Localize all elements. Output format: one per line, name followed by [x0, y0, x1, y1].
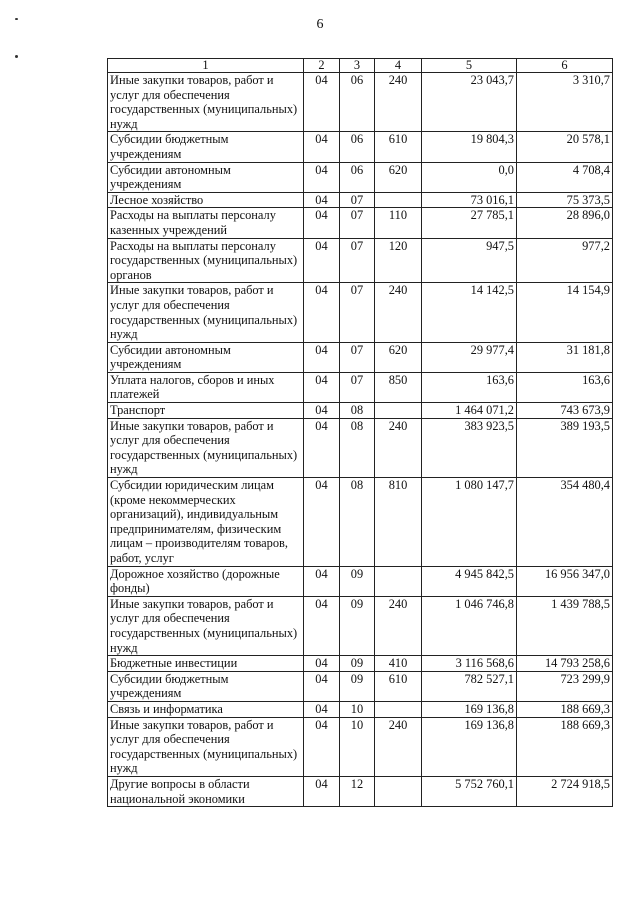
table-row — [108, 776, 613, 806]
section-code-cell: 04 — [304, 342, 340, 372]
amount-col5-cell: 19 804,3 — [422, 132, 517, 162]
amount-col6-cell: 977,2 — [517, 238, 613, 283]
column-header: 3 — [340, 59, 375, 73]
amount-col5-cell: 5 752 760,1 — [422, 776, 517, 806]
amount-col6-cell: 389 193,5 — [517, 418, 613, 477]
row-name-cell: Иные закупки товаров, работ и услуг для обеспечения государственных (муниципальных) нужд — [108, 717, 304, 776]
expense-type-cell: 240 — [375, 283, 422, 342]
amount-col6-cell: 16 956 347,0 — [517, 566, 613, 596]
subsection-code-cell: 07 — [340, 283, 375, 342]
expense-type-cell: 240 — [375, 596, 422, 655]
expense-type-cell: 810 — [375, 478, 422, 567]
amount-col5-cell: 73 016,1 — [422, 192, 517, 208]
row-name-cell: Транспорт — [108, 403, 304, 419]
section-code-cell: 04 — [304, 73, 340, 132]
row-name-cell: Дорожное хозяйство (дорожные фонды) — [108, 566, 304, 596]
subsection-code-cell: 06 — [340, 162, 375, 192]
section-code-cell: 04 — [304, 192, 340, 208]
table-row — [108, 403, 613, 419]
section-code-cell: 04 — [304, 701, 340, 717]
subsection-code-cell: 09 — [340, 671, 375, 701]
section-code-cell: 04 — [304, 566, 340, 596]
amount-col5-cell: 1 046 746,8 — [422, 596, 517, 655]
subsection-code-cell: 06 — [340, 132, 375, 162]
row-name-cell: Субсидии автономным учреждениям — [108, 162, 304, 192]
table-row — [108, 238, 613, 283]
subsection-code-cell: 10 — [340, 701, 375, 717]
amount-col6-cell: 14 154,9 — [517, 283, 613, 342]
table-row — [108, 717, 613, 776]
amount-col5-cell: 169 136,8 — [422, 717, 517, 776]
amount-col6-cell: 14 793 258,6 — [517, 656, 613, 672]
subsection-code-cell: 07 — [340, 372, 375, 402]
amount-col5-cell: 29 977,4 — [422, 342, 517, 372]
expense-type-cell: 110 — [375, 208, 422, 238]
amount-col6-cell: 723 299,9 — [517, 671, 613, 701]
row-name-cell: Иные закупки товаров, работ и услуг для обеспечения государственных (муниципальных) нужд — [108, 73, 304, 132]
expense-type-cell: 240 — [375, 717, 422, 776]
amount-col6-cell: 4 708,4 — [517, 162, 613, 192]
section-code-cell: 04 — [304, 671, 340, 701]
table-row — [108, 671, 613, 701]
row-name-cell: Субсидии бюджетным учреждениям — [108, 671, 304, 701]
amount-col5-cell: 0,0 — [422, 162, 517, 192]
amount-col5-cell: 23 043,7 — [422, 73, 517, 132]
amount-col6-cell: 188 669,3 — [517, 717, 613, 776]
subsection-code-cell: 07 — [340, 208, 375, 238]
table-row — [108, 132, 613, 162]
subsection-code-cell: 07 — [340, 238, 375, 283]
amount-col6-cell: 1 439 788,5 — [517, 596, 613, 655]
expense-type-cell — [375, 776, 422, 806]
table-row — [108, 656, 613, 672]
expense-type-cell: 240 — [375, 73, 422, 132]
amount-col6-cell: 3 310,7 — [517, 73, 613, 132]
amount-col5-cell: 383 923,5 — [422, 418, 517, 477]
amount-col6-cell: 20 578,1 — [517, 132, 613, 162]
section-code-cell: 04 — [304, 717, 340, 776]
column-header: 1 — [108, 59, 304, 73]
subsection-code-cell: 08 — [340, 418, 375, 477]
row-name-cell: Субсидии юридическим лицам (кроме некоммерческих организаций), индивидуальным предпринимателям, физическим лицам – производителям товаров, работ, услуг — [108, 478, 304, 567]
table-row — [108, 372, 613, 402]
amount-col5-cell: 3 116 568,6 — [422, 656, 517, 672]
column-header: 4 — [375, 59, 422, 73]
expense-type-cell: 620 — [375, 162, 422, 192]
amount-col6-cell: 743 673,9 — [517, 403, 613, 419]
table-row — [108, 162, 613, 192]
amount-col5-cell: 163,6 — [422, 372, 517, 402]
row-name-cell: Связь и информатика — [108, 701, 304, 717]
amount-col5-cell: 947,5 — [422, 238, 517, 283]
row-name-cell: Расходы на выплаты персоналу государственных (муниципальных) органов — [108, 238, 304, 283]
section-code-cell: 04 — [304, 478, 340, 567]
subsection-code-cell: 06 — [340, 73, 375, 132]
section-code-cell: 04 — [304, 132, 340, 162]
column-header: 2 — [304, 59, 340, 73]
table-row — [108, 418, 613, 477]
amount-col6-cell: 354 480,4 — [517, 478, 613, 567]
subsection-code-cell: 09 — [340, 596, 375, 655]
subsection-code-cell: 08 — [340, 403, 375, 419]
section-code-cell: 04 — [304, 776, 340, 806]
amount-col5-cell: 1 080 147,7 — [422, 478, 517, 567]
table-row — [108, 73, 613, 132]
amount-col5-cell: 27 785,1 — [422, 208, 517, 238]
amount-col5-cell: 1 464 071,2 — [422, 403, 517, 419]
table-row — [108, 283, 613, 342]
expense-type-cell: 120 — [375, 238, 422, 283]
subsection-code-cell: 10 — [340, 717, 375, 776]
row-name-cell: Иные закупки товаров, работ и услуг для обеспечения государственных (муниципальных) нужд — [108, 418, 304, 477]
amount-col5-cell: 14 142,5 — [422, 283, 517, 342]
table-row — [108, 342, 613, 372]
amount-col6-cell: 2 724 918,5 — [517, 776, 613, 806]
table-row — [108, 596, 613, 655]
section-code-cell: 04 — [304, 403, 340, 419]
amount-col5-cell: 782 527,1 — [422, 671, 517, 701]
section-code-cell: 04 — [304, 238, 340, 283]
subsection-code-cell: 07 — [340, 192, 375, 208]
subsection-code-cell: 07 — [340, 342, 375, 372]
subsection-code-cell: 09 — [340, 656, 375, 672]
column-header: 5 — [422, 59, 517, 73]
expense-type-cell: 240 — [375, 418, 422, 477]
amount-col6-cell: 188 669,3 — [517, 701, 613, 717]
amount-col6-cell: 28 896,0 — [517, 208, 613, 238]
row-name-cell: Бюджетные инвестиции — [108, 656, 304, 672]
section-code-cell: 04 — [304, 418, 340, 477]
expense-type-cell: 410 — [375, 656, 422, 672]
amount-col6-cell: 163,6 — [517, 372, 613, 402]
amount-col6-cell: 75 373,5 — [517, 192, 613, 208]
expense-type-cell: 610 — [375, 132, 422, 162]
section-code-cell: 04 — [304, 656, 340, 672]
table-row — [108, 192, 613, 208]
row-name-cell: Другие вопросы в области национальной экономики — [108, 776, 304, 806]
row-name-cell: Субсидии бюджетным учреждениям — [108, 132, 304, 162]
table-row — [108, 701, 613, 717]
expense-type-cell: 610 — [375, 671, 422, 701]
section-code-cell: 04 — [304, 596, 340, 655]
expense-type-cell: 620 — [375, 342, 422, 372]
table-row — [108, 478, 613, 567]
row-name-cell: Субсидии автономным учреждениям — [108, 342, 304, 372]
row-name-cell: Уплата налогов, сборов и иных платежей — [108, 372, 304, 402]
row-name-cell: Расходы на выплаты персоналу казенных учреждений — [108, 208, 304, 238]
budget-table — [107, 58, 613, 807]
section-code-cell: 04 — [304, 372, 340, 402]
amount-col5-cell: 4 945 842,5 — [422, 566, 517, 596]
row-name-cell: Иные закупки товаров, работ и услуг для обеспечения государственных (муниципальных) нужд — [108, 596, 304, 655]
subsection-code-cell: 08 — [340, 478, 375, 567]
table-header-row — [108, 59, 613, 73]
row-name-cell: Иные закупки товаров, работ и услуг для обеспечения государственных (муниципальных) нужд — [108, 283, 304, 342]
section-code-cell: 04 — [304, 208, 340, 238]
column-header: 6 — [517, 59, 613, 73]
subsection-code-cell: 09 — [340, 566, 375, 596]
scan-speck — [15, 55, 18, 58]
expense-type-cell: 850 — [375, 372, 422, 402]
expense-type-cell — [375, 701, 422, 717]
section-code-cell: 04 — [304, 283, 340, 342]
subsection-code-cell: 12 — [340, 776, 375, 806]
page-number: 6 — [316, 17, 324, 32]
expense-type-cell — [375, 192, 422, 208]
expense-type-cell — [375, 403, 422, 419]
expense-type-cell — [375, 566, 422, 596]
amount-col5-cell: 169 136,8 — [422, 701, 517, 717]
section-code-cell: 04 — [304, 162, 340, 192]
row-name-cell: Лесное хозяйство — [108, 192, 304, 208]
amount-col6-cell: 31 181,8 — [517, 342, 613, 372]
table-row — [108, 208, 613, 238]
table-row — [108, 566, 613, 596]
